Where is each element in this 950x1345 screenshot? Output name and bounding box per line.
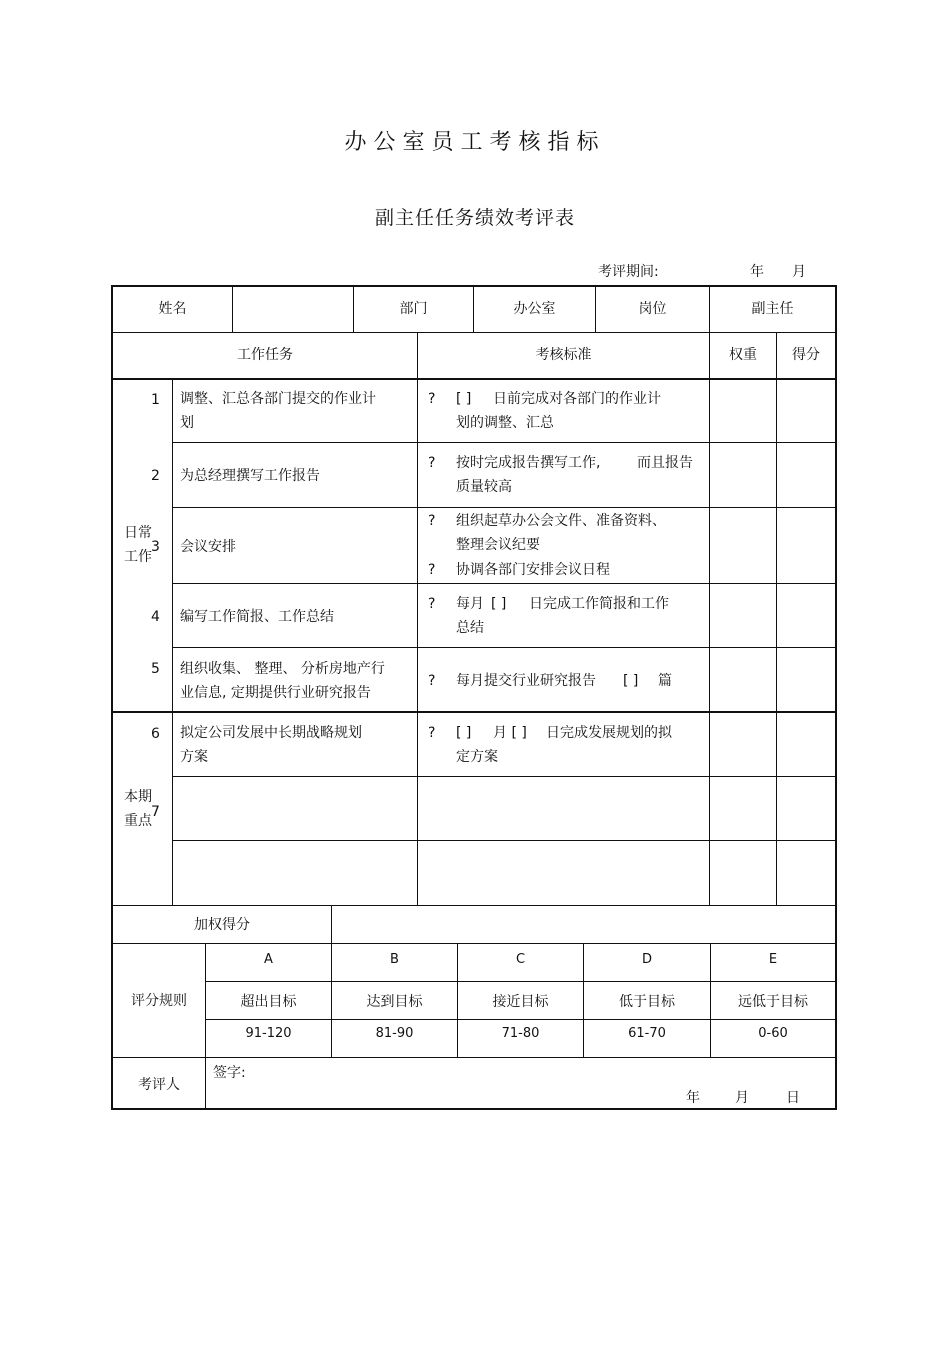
form-subtitle: 副主任任务绩效考评表: [374, 207, 575, 229]
dept-value: 办公室: [513, 301, 556, 317]
task-text: 组织收集、 整理、 分析房地产行: [180, 661, 385, 677]
standard-text: 总结: [456, 620, 484, 636]
header-weight: 权重: [729, 347, 757, 363]
grade-c: C: [515, 952, 526, 967]
range-e: 0-60: [758, 1026, 788, 1041]
standard-text: 定方案: [456, 749, 498, 765]
row-number: 5: [151, 661, 160, 677]
header-standard: 考核标准: [535, 347, 592, 363]
standard-text: 组织起草办公会文件、准备资料、: [456, 513, 666, 529]
grade-a: A: [264, 952, 273, 967]
task-text: 会议安排: [180, 539, 236, 555]
standard-text: 质量较高: [456, 479, 512, 495]
group-key-line2: 重点: [124, 813, 152, 829]
level-d: 低于目标: [619, 994, 675, 1010]
sign-day: 日: [786, 1090, 800, 1106]
standard-blank: [ ]: [456, 725, 472, 741]
sign-year: 年: [686, 1090, 700, 1106]
weighted-score-label: 加权得分: [194, 917, 250, 933]
bullet: ?: [428, 596, 436, 612]
group-daily-line1: 日常: [124, 525, 152, 541]
standard-text: 每月提交行业研究报告: [456, 673, 596, 689]
bullet: ?: [428, 513, 436, 529]
row-number: 3: [151, 539, 160, 555]
standard-blank: [ ]: [491, 596, 507, 612]
bullet: ?: [428, 673, 436, 689]
standard-text: 日完成工作简报和工作: [529, 596, 669, 612]
standard-blank: [ ]: [456, 391, 472, 407]
task-text: 方案: [180, 749, 208, 765]
standard-blank: [ ]: [623, 673, 639, 689]
standard-text: 协调各部门安排会议日程: [456, 562, 610, 578]
row-number: 1: [151, 392, 160, 408]
task-text: 业信息, 定期提供行业研究报告: [180, 685, 371, 701]
dept-label: 部门: [399, 301, 428, 317]
level-c: 接近目标: [492, 994, 549, 1010]
standard-text: 每月: [456, 596, 484, 612]
row-number: 4: [151, 609, 160, 625]
range-d: 61-70: [628, 1026, 666, 1041]
rules-label: 评分规则: [131, 993, 187, 1009]
period-month: 月: [792, 264, 806, 280]
standard-text: 按时完成报告撰写工作,: [456, 455, 601, 471]
period-year: 年: [750, 264, 764, 280]
level-a: 超出目标: [240, 994, 297, 1010]
post-label: 岗位: [638, 301, 667, 317]
grade-e: E: [768, 952, 778, 967]
standard-text: 日完成发展规划的拟: [546, 725, 672, 741]
post-value: 副主任: [751, 301, 794, 317]
level-b: 达到目标: [366, 994, 423, 1010]
group-daily-line2: 工作: [124, 549, 152, 565]
standard-text: 月 [ ]: [493, 725, 527, 741]
standard-text: 划的调整、汇总: [456, 415, 554, 431]
header-score: 得分: [792, 347, 820, 363]
standard-text: 整理会议纪要: [456, 537, 540, 553]
document-title: 办公室员工考核指标: [344, 130, 606, 155]
grade-b: B: [390, 952, 399, 967]
task-text: 调整、汇总各部门提交的作业计: [180, 391, 376, 407]
row-number: 7: [151, 804, 160, 820]
reviewer-label: 考评人: [138, 1077, 180, 1093]
standard-text: 日前完成对各部门的作业计: [493, 391, 661, 407]
row-number: 2: [151, 468, 160, 484]
range-a: 91-120: [245, 1026, 292, 1041]
range-c: 71-80: [501, 1026, 540, 1041]
standard-text: 而且报告: [637, 455, 693, 471]
bullet: ?: [428, 562, 436, 578]
standard-text: 篇: [658, 673, 672, 689]
row-number: 6: [151, 726, 160, 742]
range-b: 81-90: [375, 1026, 414, 1041]
period-label: 考评期间:: [598, 264, 659, 280]
task-text: 拟定公司发展中长期战略规划: [180, 725, 362, 741]
bullet: ?: [428, 391, 436, 407]
level-e: 远低于目标: [738, 994, 808, 1010]
task-text: 为总经理撰写工作报告: [180, 468, 320, 484]
group-key-line1: 本期: [124, 789, 152, 805]
name-label: 姓名: [158, 301, 187, 317]
header-task: 工作任务: [237, 347, 293, 363]
bullet: ?: [428, 725, 436, 741]
signature-label: 签字:: [213, 1065, 246, 1081]
sign-month: 月: [735, 1090, 749, 1106]
bullet: ?: [428, 455, 436, 471]
grade-d: D: [641, 952, 652, 967]
task-text: 编写工作简报、工作总结: [180, 609, 334, 625]
task-text: 划: [180, 415, 194, 431]
